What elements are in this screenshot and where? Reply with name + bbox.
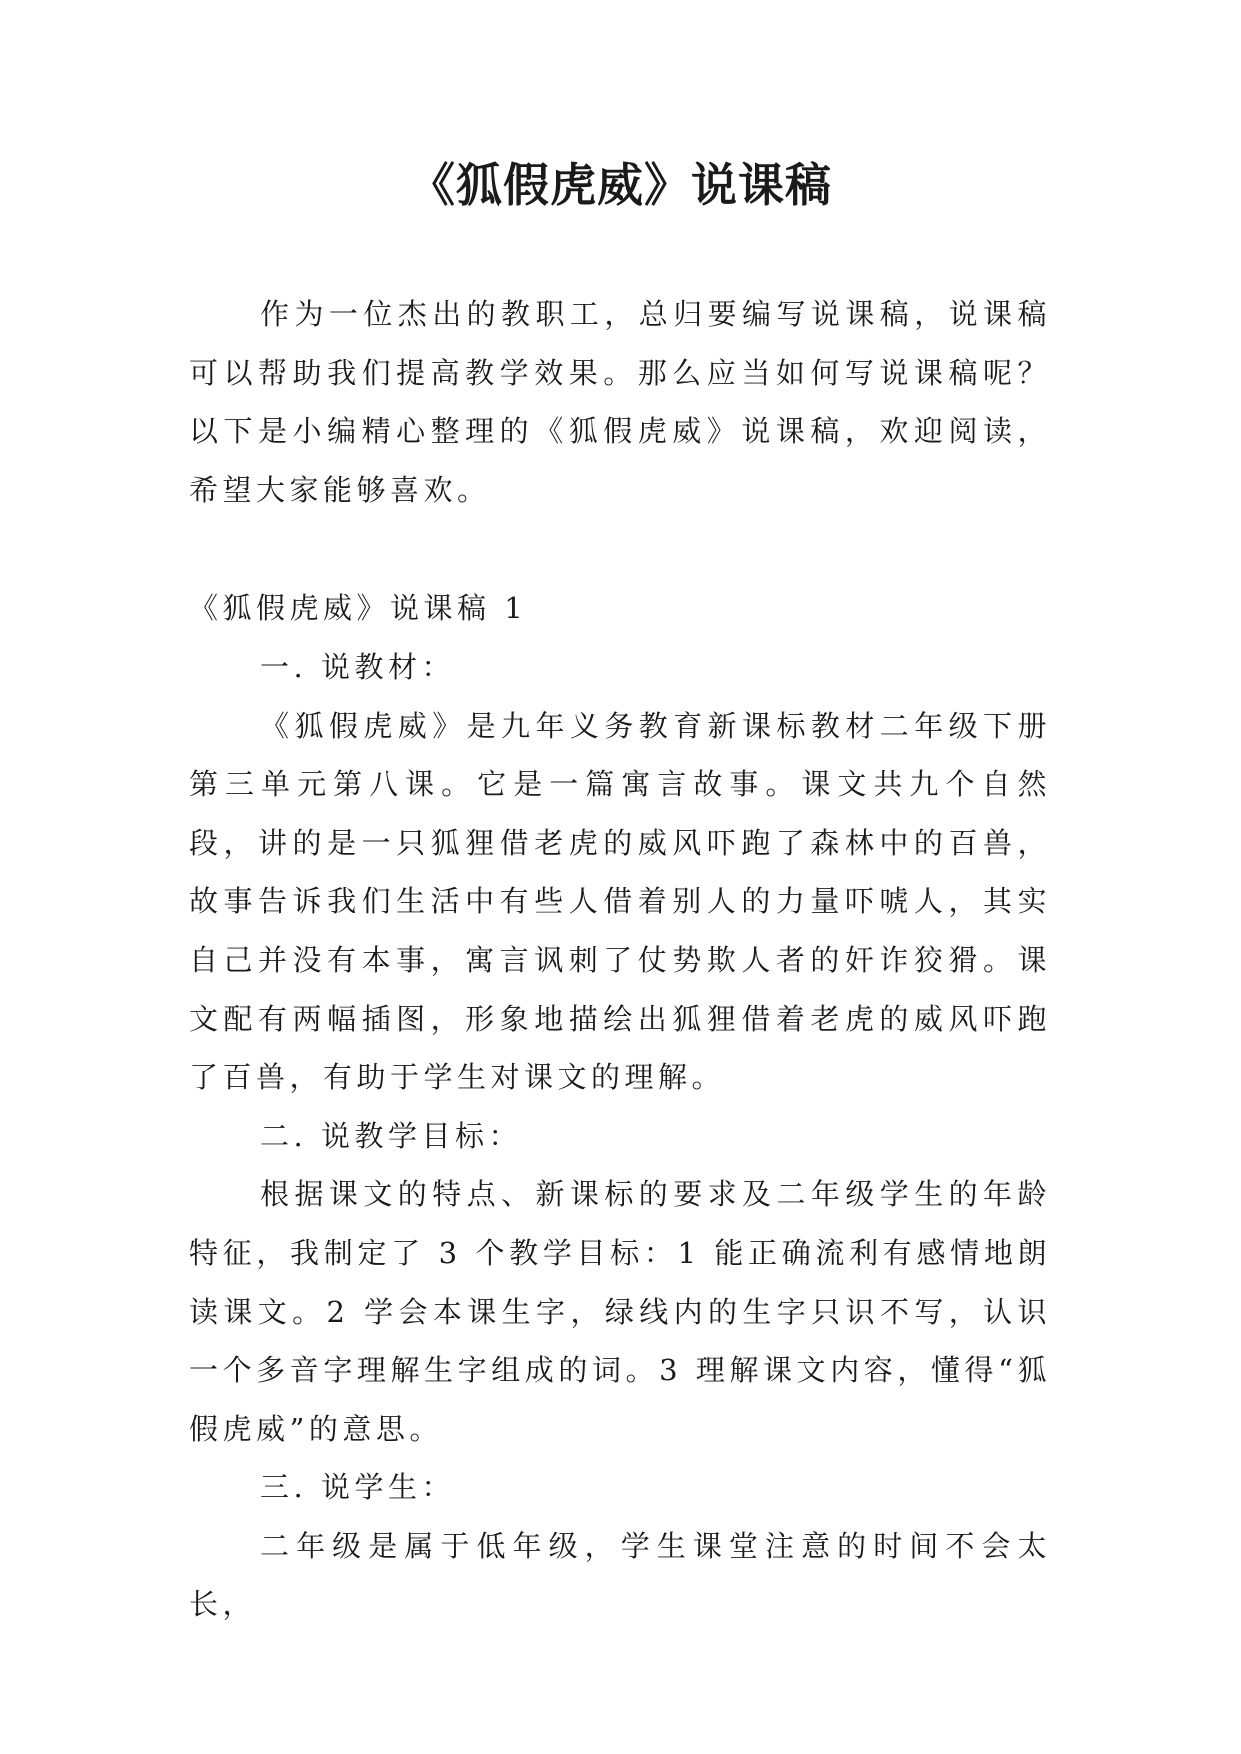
part3-heading: 三. 说学生：: [260, 1470, 455, 1505]
part1-paragraph: 《狐假虎威》是九年义务教育新课标教材二年级下册第三单元第八课。它是一篇寓言故事。课文共九个自然段，讲的是一只狐狸借老虎的威风吓跑了森林中的百兽，故事告诉我们生活中有些人借着别人的力量吓唬人，其实自己并没有本事，寓言讽刺了仗势欺人者的奸诈狡猾。课文配有两幅插图，形象地描绘出狐狸借着老虎的威风吓跑了百兽，有助于学生对课文的理解。: [189, 708, 1051, 1095]
section-heading: 《狐假虎威》说课稿 1: [189, 591, 528, 626]
intro-paragraph: 作为一位杰出的教职工，总归要编写说课稿，说课稿可以帮助我们提高教学效果。那么应当如何写说课稿呢？以下是小编精心整理的《狐假虎威》说课稿，欢迎阅读，希望大家能够喜欢。: [189, 297, 1051, 507]
document-body: [189, 285, 1051, 1634]
paragraph-spacer: [189, 519, 1051, 579]
part1-heading: 一. 说教材：: [260, 649, 455, 684]
part2-heading: 二. 说教学目标：: [260, 1118, 522, 1153]
part3-paragraph: 二年级是属于低年级，学生课堂注意的时间不会太长，: [189, 1528, 1051, 1622]
part2-paragraph: 根据课文的特点、新课标的要求及二年级学生的年龄特征，我制定了 3 个教学目标：1 能正确流利有感情地朗读课文。2 学会本课生字，绿线内的生字只识不写，认识一个多音字理解生字组成的词。3 理解课文内容，懂得“狐假虎威”的意思。: [189, 1177, 1051, 1446]
document-title: 《狐假虎威》说课稿: [409, 158, 832, 212]
